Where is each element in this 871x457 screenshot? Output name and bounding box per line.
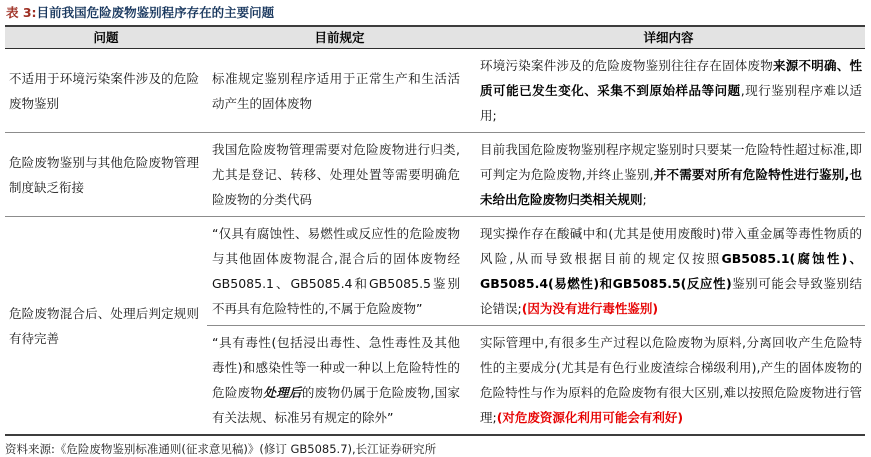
detail-text: 现实操作存在酸碱中和(尤其是使用废酸时)带入重金属等毒性物质的风险,从而导致根据目前的规定仅按照 [480,226,862,266]
subrow-toxicity-after-treatment [207,326,865,434]
detail-text: 实际管理中,有很多生产过程以危险废物为原料,分离回收产生危险特性的主要成分(尤其是有色行业废渣综合梯级利用),产生的固体废物的危险特性与作为原料的危险废物有很大区别,难以按照危险废物进行管理; [480,335,862,425]
cell-regulation: 我国危险废物管理需要对危险废物进行归类,尤其是登记、转移、处理处置等需要明确危险废物的分类代码 [212,142,460,207]
problems-table [5,25,865,436]
cell-problem-merged: 危险废物混合后、处理后判定规则有待完善 [9,305,199,346]
header-cell-detail: 详细内容 [643,30,694,45]
detail-text-red-note: (因为没有进行毒性鉴别) [521,301,659,316]
table-title-number: 表 3: [6,5,37,20]
table-title-text: 目前我国危险废物鉴别程序存在的主要问题 [36,5,275,20]
detail-text: 环境污染案件涉及的危险废物鉴别往往存在固体废物 [480,58,774,73]
cell-detail [472,49,865,132]
cell-detail [472,217,865,325]
regulation-text: 的废物仍属于危险废物,国家有关法规、标准另有规定的除外” [212,385,460,425]
table-header-row [5,27,865,49]
header-cell-problem: 问题 [93,30,119,45]
cell-problem: 危险废物鉴别与其他危险废物管理制度缺乏衔接 [9,154,199,195]
detail-text: ; [642,192,647,207]
cell-regulation [207,326,472,434]
header-cell-regulation: 目前规定 [314,30,365,45]
table-row-management-linkage [5,133,865,217]
detail-text: 鉴别可能会导致鉴别结论错误; [480,276,862,316]
cell-detail [472,133,865,216]
merged-row-subrows [207,217,865,434]
table-title [6,4,866,21]
table-row-environment-cases [5,49,865,133]
cell-regulation: “仅具有腐蚀性、易燃性或反应性的危险废物与其他固体废物混合,混合后的固体废物经GB5085.1、GB5085.4和GB5085.5鉴别不再具有危险特性的,不属于危险废物” [212,226,460,316]
detail-text-bold: 来源不明确、性质可能已发生变化、采集不到原始样品等问题 [480,58,862,98]
detail-text-bold: 并不需要对所有危险特性进行鉴别,也未给出危险废物归类相关规则 [480,167,863,207]
cell-regulation: 标准规定鉴别程序适用于正常生产和生活活动产生的固体废物 [212,70,460,111]
detail-text-red-note: (对危废资源化利用可能会有利好) [496,410,684,425]
source-note: 资料来源:《危险废物鉴别标准通则(征求意见稿)》(修订 GB5085.7),长江证券研究所 [5,442,437,456]
detail-text: 目前我国危险废物鉴别程序规定鉴别时只要某一危险特性超过标准,即可判定为危险废物,并终止鉴别, [480,142,862,182]
cell-detail [472,326,865,434]
regulation-text: “具有毒性(包括浸出毒性、急性毒性及其他毒性)和感染性等一种或一种以上危险特性的危险废物 [212,335,460,400]
detail-text-bold: GB5085.1(腐蚀性)、GB5085.4(易燃性)和GB5085.5(反应性) [480,251,862,291]
regulation-text-emphasis: 处理后 [263,385,302,400]
subrow-corrosive-mixing [207,217,865,326]
cell-problem: 不适用于环境污染案件涉及的危险废物鉴别 [9,70,199,111]
table-row-mixing-treatment-rules [5,217,865,434]
detail-text: ,现行鉴别程序难以适用; [480,83,862,123]
